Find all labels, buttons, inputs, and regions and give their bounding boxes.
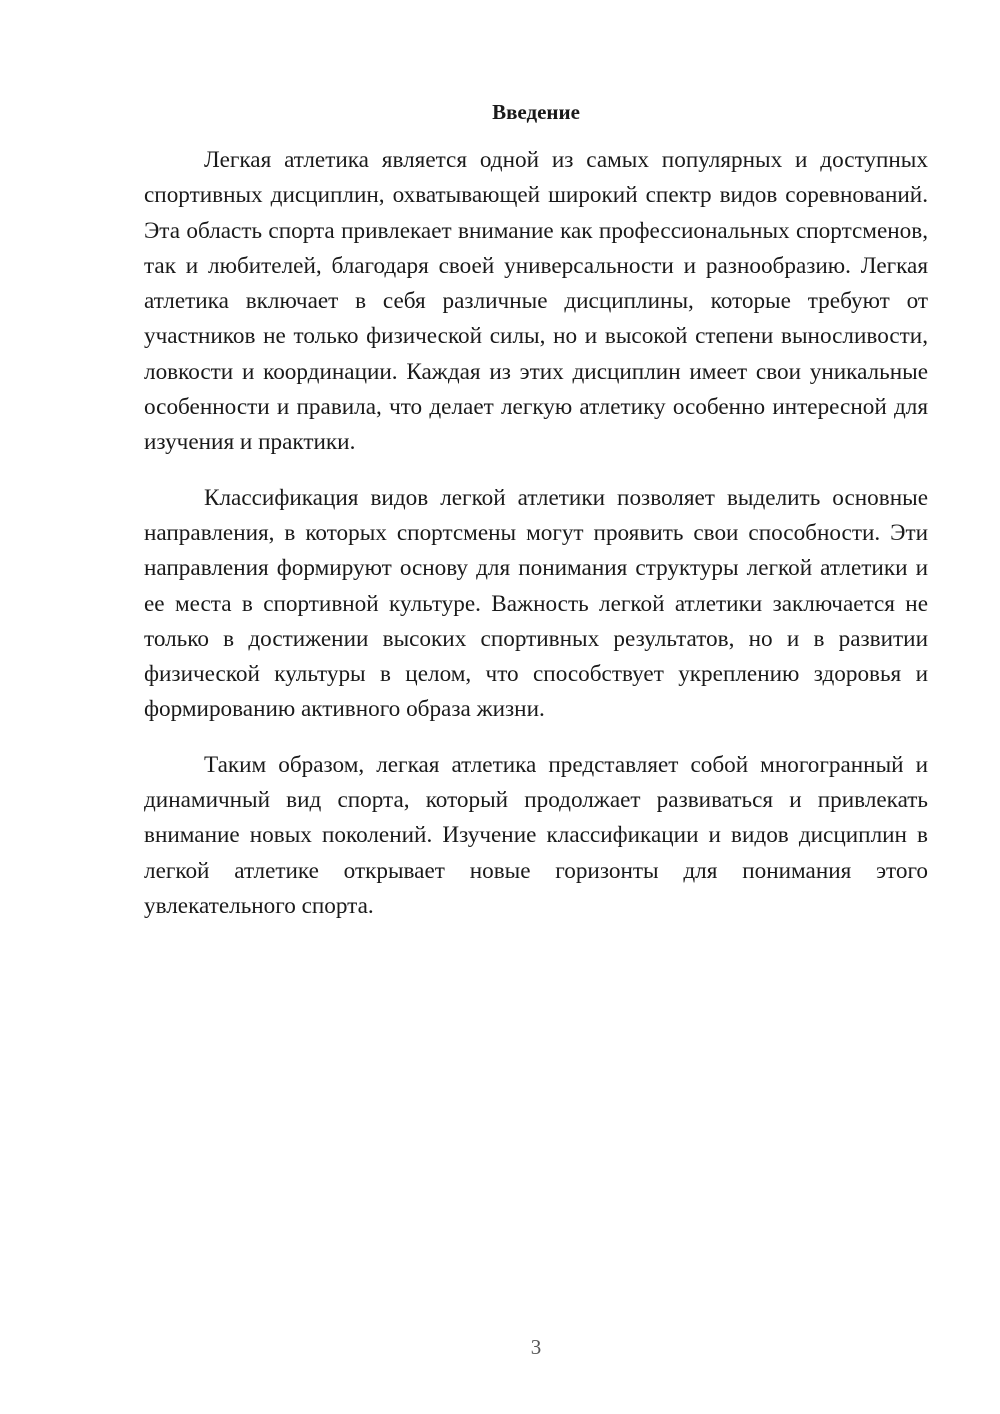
- page-number: 3: [530, 1335, 542, 1359]
- paragraph-intro: Легкая атлетика является одной из самых популярных и доступных спортивных дисциплин, охватывающей широкий спектр видов соревнований. Эта область спорта привлекает внимание как профессиональных спортсменов, так и любителей, благодаря своей универсальности и разнообразию. Легкая атлетика включает в себя различные дисциплины, которые требуют от участников не только физической силы, но и высокой степени выносливости, ловкости и координации. Каждая из этих дисциплин имеет свои уникальные особенности и правила, что делает легкую атлетику особенно интересной для изучения и практики.: [144, 147, 928, 456]
- paragraph-classification: Классификация видов легкой атлетики позволяет выделить основные направления, в которых спортсмены могут проявить свои способности. Эти направления формируют основу для понимания структуры легкой атлетики и ее места в спортивной культуре. Важность легкой атлетики заключается не только в достижении высоких спортивных результатов, но и в развитии физической культуры в целом, что способствует укреплению здоровья и формированию активного образа жизни.: [144, 484, 928, 723]
- body-text: [144, 143, 928, 944]
- paragraph-conclusion: Таким образом, легкая атлетика представляет собой многогранный и динамичный вид спорта, который продолжает развиваться и привлекать внимание новых поколений. Изучение классификации и видов дисциплин в легкой атлетике открывает новые горизонты для понимания этого увлекательного спорта.: [144, 751, 928, 919]
- page-title: Введение: [492, 100, 580, 124]
